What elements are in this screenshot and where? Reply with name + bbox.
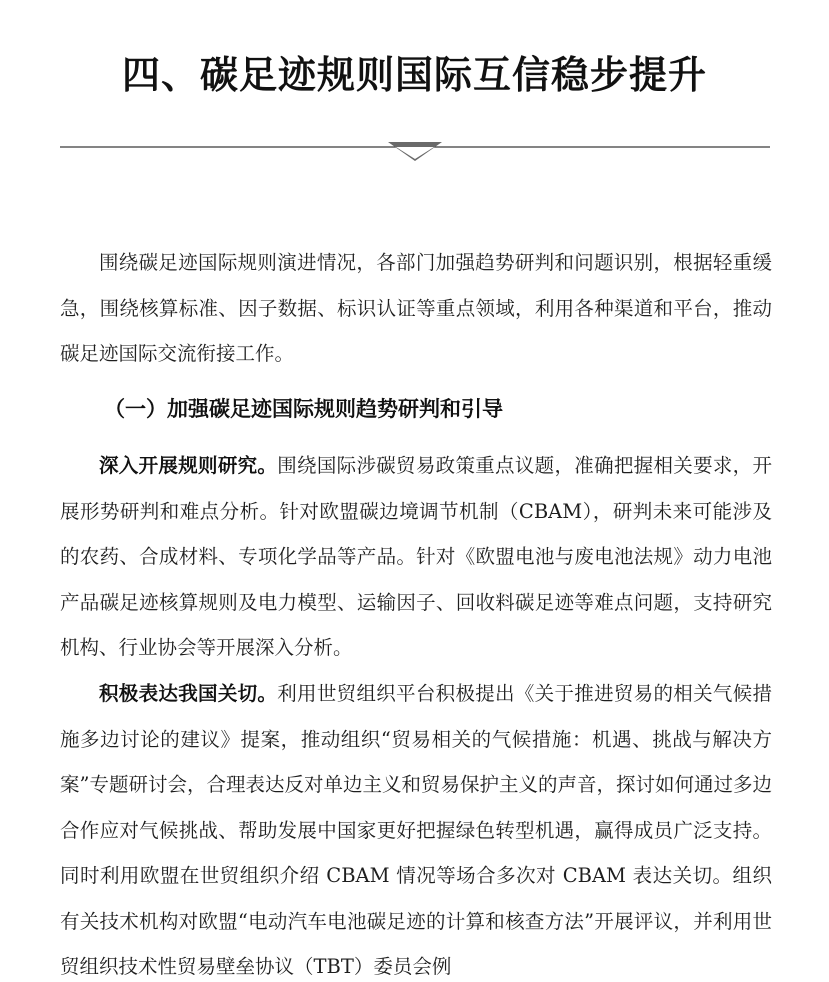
paragraph-lead: 积极表达我国关切。: [99, 682, 278, 705]
paragraph-lead: 深入开展规则研究。: [99, 454, 278, 477]
paragraph-body: 利用世贸组织平台积极提出《关于推进贸易的相关气候措施多边讨论的建议》提案，推动组织“贸易相关的气候措施：机遇、挑战与解决方案”专题研讨会，合理表达反对单边主义和贸易保护主义的声音，探讨如何通过多边合作应对气候挑战、帮助发展中国家更好把握绿色转型机遇，赢得成员广泛支持。同时利用欧盟在世贸组织介绍 CBAM 情况等场合多次对 CBAM 表达关切。组织有关技术机构对欧盟“电动汽车电池碳足迹的计算和核查方法”开展评议，并利用世贸组织技术性贸易壁垒协议（TBT）委员会例: [60, 682, 772, 978]
paragraph-body: 围绕国际涉碳贸易政策重点议题，准确把握相关要求，开展形势研判和难点分析。针对欧盟碳边境调节机制（CBAM），研判未来可能涉及的农药、合成材料、专项化学品等产品。针对《欧盟电池与废电池法规》动力电池产品碳足迹核算规则及电力模型、运输因子、回收料碳足迹等难点问题，支持研究机构、行业协会等开展深入分析。: [60, 454, 772, 659]
divider-triangle-inner: [396, 147, 434, 159]
title-divider-ornament: [60, 138, 770, 168]
body-paragraph: [60, 671, 772, 982]
body-paragraph: [60, 443, 772, 671]
intro-paragraph: 围绕碳足迹国际规则演进情况，各部门加强趋势研判和问题识别，根据轻重缓急，围绕核算标准、因子数据、标识认证等重点领域，利用各种渠道和平台，推动碳足迹国际交流衔接工作。: [60, 251, 772, 365]
section-heading: （一）加强碳足迹国际规则趋势研判和引导: [104, 396, 503, 421]
chapter-title: 四、碳足迹规则国际互信稳步提升: [121, 52, 707, 98]
